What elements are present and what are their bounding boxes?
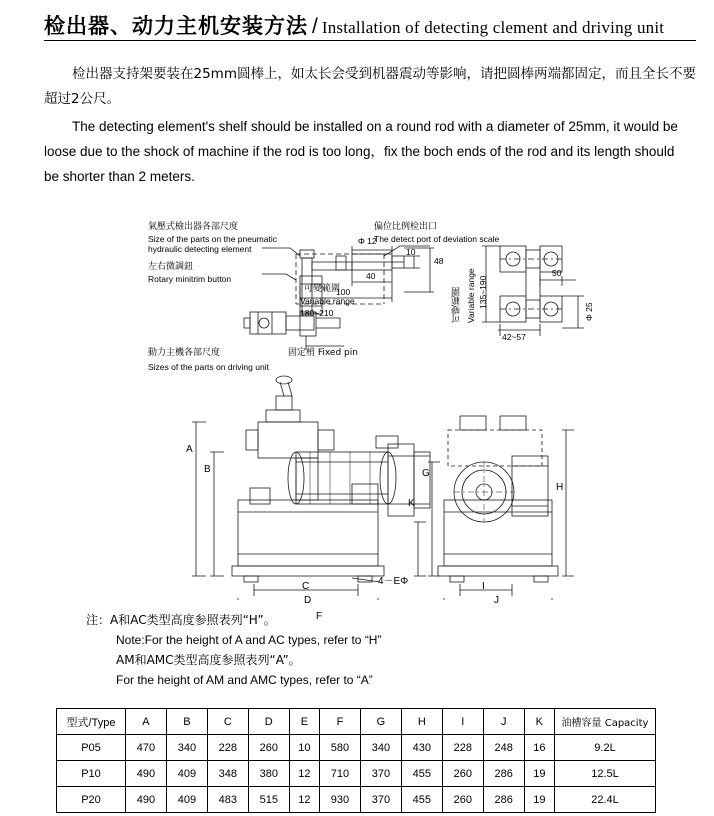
cell-capacity: 22.4L [555,787,656,813]
label-dim40: 40 [366,271,376,281]
col-d: D [248,709,289,735]
cell-h: 430 [401,735,442,761]
cell-b: 340 [166,735,207,761]
cell-k: 16 [524,735,554,761]
label-pneumatic-en1: Size of the parts on the pneumatic [148,234,277,244]
cell-c: 483 [207,787,248,813]
cell-e: 10 [289,735,319,761]
cell-c: 348 [207,761,248,787]
cell-j: 248 [483,735,524,761]
cell-g: 340 [360,735,401,761]
label-detect-port-en: The detect port of deviation scale [374,234,500,244]
col-capacity: 油槽容量 Capacity [555,709,656,735]
cell-e: 12 [289,761,319,787]
label-dim-K: K [408,498,415,509]
cell-a: 470 [126,735,167,761]
note-line-2: Note:For the height of A and AC types, refer to “H” [116,633,382,647]
label-pneumatic-en2: hydraulic detecting element [148,244,252,254]
label-dim-J: J [494,595,499,606]
title-separator: / [312,15,318,38]
label-dim-E: 4－EΦ [378,576,409,587]
label-fixed-pin: 固定梢 Fixed pin [288,348,358,358]
drawing-svg [0,200,714,600]
cell-d: 260 [248,735,289,761]
table-row [57,787,656,813]
table-header-row [57,709,656,735]
cell-i: 228 [442,735,483,761]
cell-d: 380 [248,761,289,787]
col-a: A [126,709,167,735]
cell-h: 455 [401,761,442,787]
cell-a: 490 [126,787,167,813]
note-line-4: For the height of AM and AMC types, refer to “A” [116,673,373,687]
col-i: I [442,709,483,735]
cell-type: P05 [57,735,126,761]
label-dia25: Φ 25 [584,302,594,322]
label-variable-range2-cn: 可變範圍 [452,287,462,323]
col-j: J [483,709,524,735]
cell-f: 930 [319,787,360,813]
table-row [57,735,656,761]
col-f: F [319,709,360,735]
cell-capacity: 9.2L [555,735,656,761]
label-dim-C: C [302,581,310,592]
cell-c: 228 [207,735,248,761]
cell-b: 409 [166,787,207,813]
label-variable-range-value: 180~210 [300,308,334,318]
col-h: H [401,709,442,735]
notes-block [86,610,646,690]
col-g: G [360,709,401,735]
label-pneumatic-cn: 氣壓式檢出器各部尺度 [148,222,239,232]
label-dim-A: A [186,444,193,455]
note-line-1: 注：A和AC类型高度参照表列“H”。 [86,613,276,627]
title-chinese: 检出器、动力主机安装方法 [44,14,308,38]
label-dim10: 10 [406,247,416,257]
label-dim100: 100 [336,287,351,297]
spec-table [56,708,656,813]
cell-type: P10 [57,761,126,787]
label-driving-en: Sizes of the parts on driving unit [148,362,269,372]
label-variable-range-cn: 可變範圍 [304,284,341,294]
cell-f: 580 [319,735,360,761]
cell-e: 12 [289,787,319,813]
label-variable-range2-value: 135~190 [478,275,488,309]
cell-d: 515 [248,787,289,813]
cell-j: 286 [483,787,524,813]
label-rotary-cn: 左右微調鈕 [148,262,194,272]
page-title [44,10,694,40]
title-divider [44,40,696,41]
cell-type: P20 [57,787,126,813]
label-dia12: Φ 12 [358,236,377,246]
cell-g: 370 [360,761,401,787]
label-dim-H: H [556,482,564,493]
cell-j: 286 [483,761,524,787]
note-line-3: AM和AMC类型高度参照表列“A”。 [116,653,301,667]
col-c: C [207,709,248,735]
cell-a: 490 [126,761,167,787]
cell-f: 710 [319,761,360,787]
label-variable-range2-en: Variable range [466,268,476,324]
label-dim50: 50 [552,268,562,278]
cell-k: 19 [524,761,554,787]
cell-capacity: 12.5L [555,761,656,787]
label-dim-F: F [316,611,323,622]
label-driving-cn: 動力主機各部尺度 [148,348,221,358]
cell-g: 370 [360,787,401,813]
label-dim-G: G [422,468,430,479]
label-dim-B: B [204,464,211,475]
title-english: Installation of detecting clement and driving unit [321,18,665,37]
cell-i: 260 [442,761,483,787]
cell-h: 455 [401,787,442,813]
paragraph-chinese: 检出器支持架要装在25mm圆棒上，如太长会受到机器震动等影响，请把圆棒两端都固定，而且全长不要超过2公尺。 [44,66,696,107]
col-b: B [166,709,207,735]
col-k: K [524,709,554,735]
cell-i: 260 [442,787,483,813]
label-rotary-en: Rotary minitrim button [148,274,232,284]
spec-table-wrapper [56,708,656,813]
table-row [57,761,656,787]
col-type: 型式/Type [57,709,126,735]
label-dim48: 48 [434,256,444,266]
label-dim-I: I [482,581,485,592]
label-dim4257: 42~57 [502,332,526,342]
label-dim-D: D [304,595,312,606]
col-e: E [289,709,319,735]
cell-k: 19 [524,787,554,813]
label-variable-range-en: Variable range [300,296,355,306]
cell-b: 409 [166,761,207,787]
paragraph-english: The detecting element's shelf should be installed on a round rod with a diameter of 25mm, it would be loose due to the shock of machine if the rod is too long，fix the boch ends of the rod and its length should be shorter than 2 meters. [44,119,678,184]
label-detect-port-cn: 偏位比例检出口 [374,222,438,232]
